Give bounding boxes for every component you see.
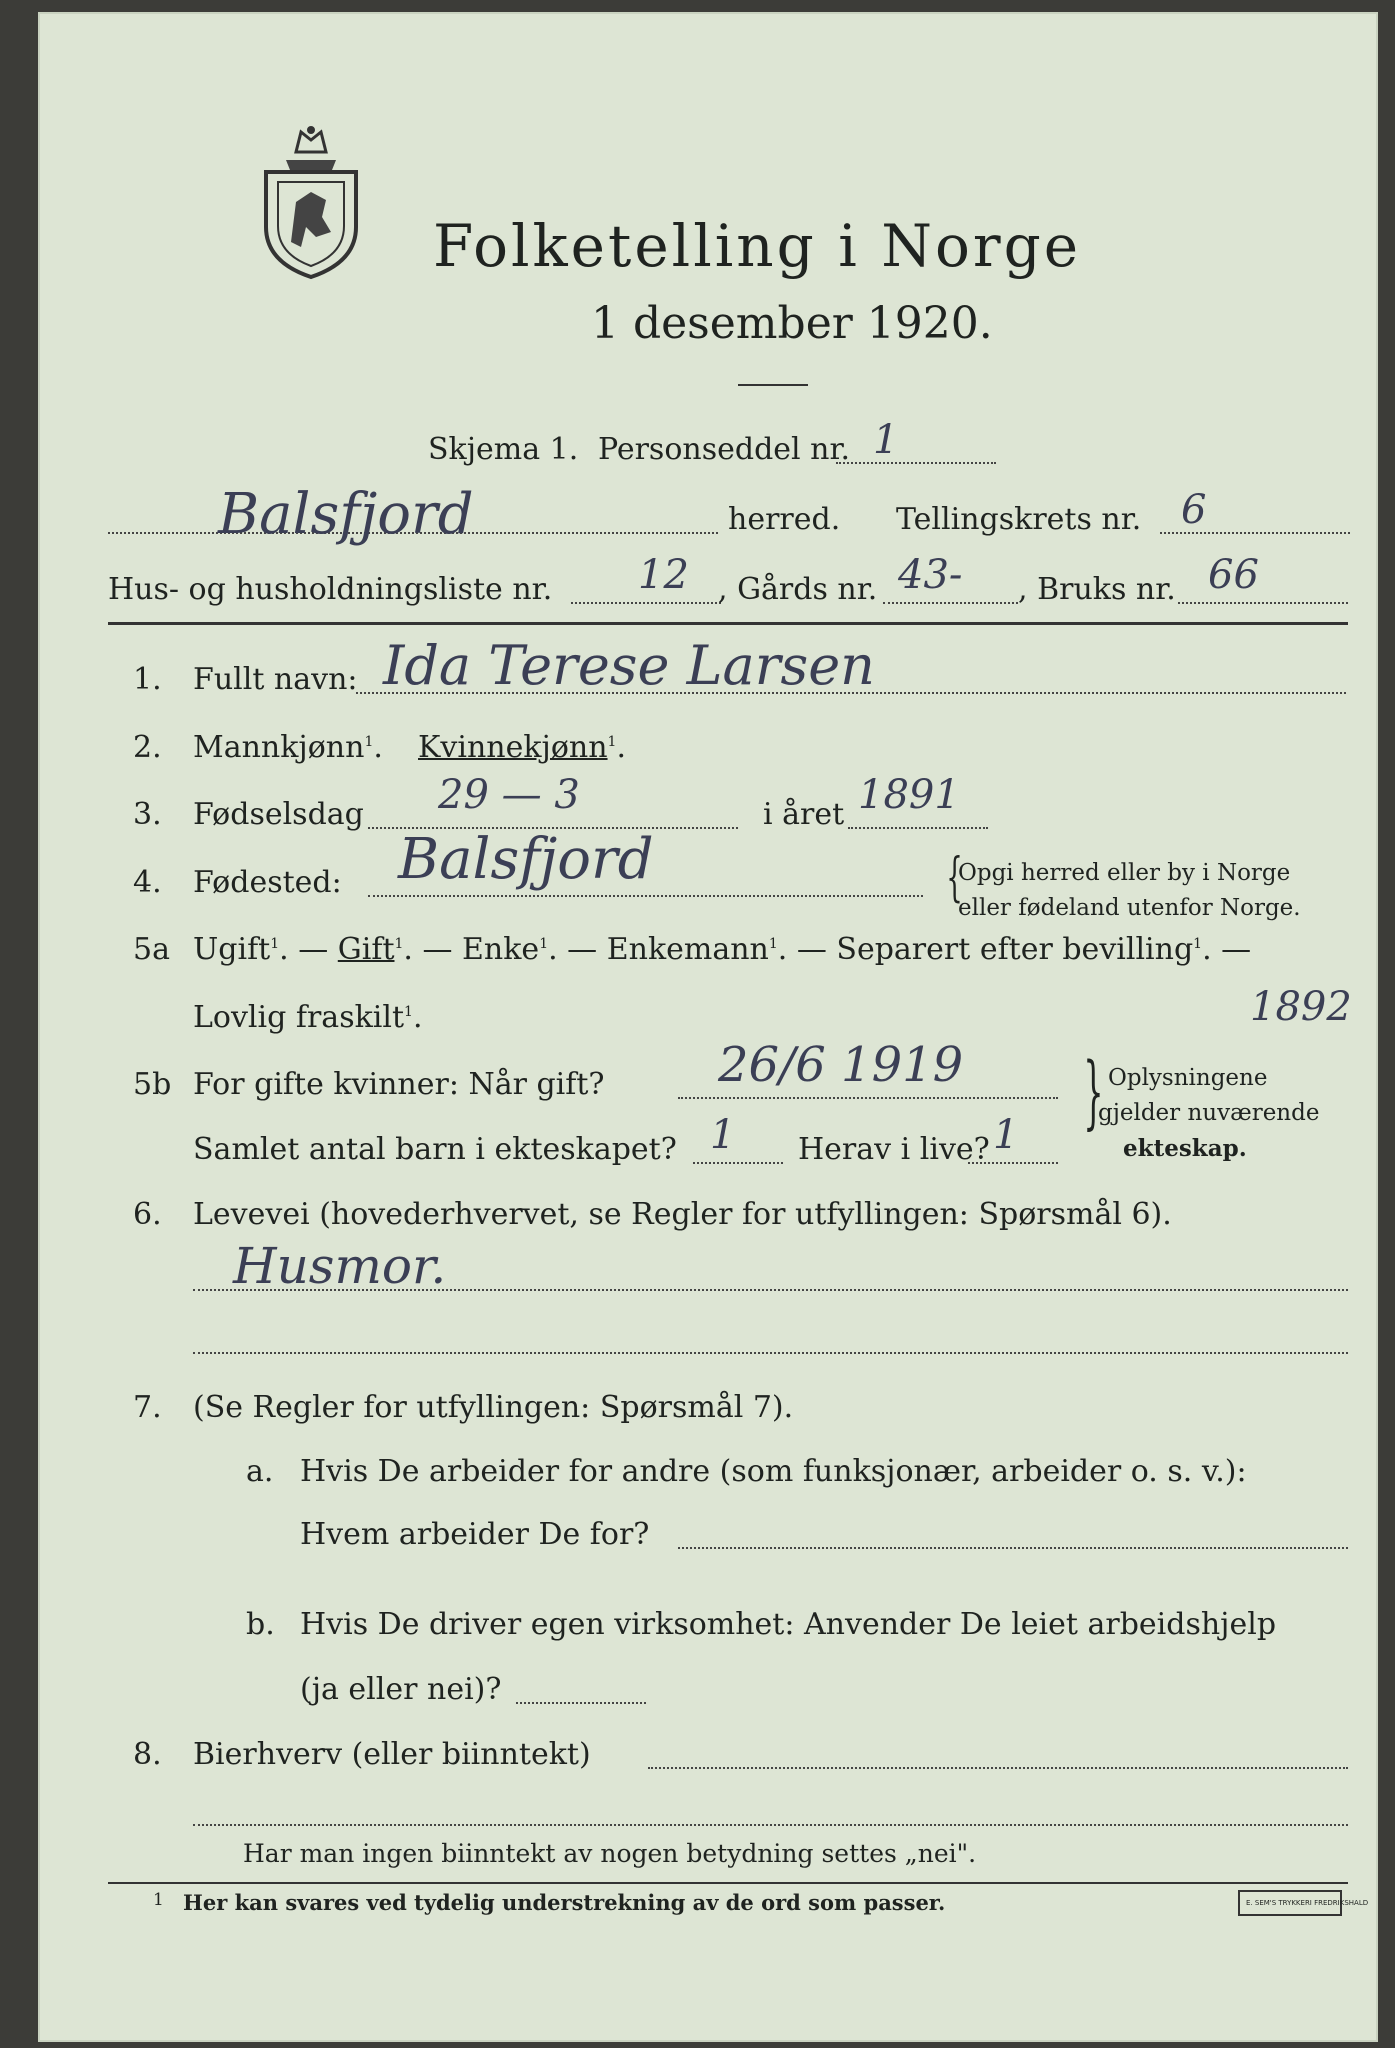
page-title: Folketelling i Norge bbox=[433, 212, 1082, 280]
q5b-note-1: Oplysningene bbox=[1108, 1065, 1268, 1091]
bruks-label: , Bruks nr. bbox=[1018, 572, 1176, 607]
q5b-label: For gifte kvinner: Når gift? bbox=[193, 1067, 605, 1102]
q7-label: (Se Regler for utfyllingen: Spørsmål 7). bbox=[193, 1390, 794, 1425]
q5b-number: 5b bbox=[133, 1067, 172, 1102]
gards-label: , Gårds nr. bbox=[718, 572, 878, 607]
footnote-mark: 1 bbox=[153, 1890, 164, 1910]
hus-value: 12 bbox=[638, 552, 689, 598]
q5b-barn-line bbox=[693, 1162, 783, 1164]
q4-note-1: Opgi herred eller by i Norge bbox=[958, 860, 1291, 886]
q2-option-female: Kvinnekjønn$^1$. bbox=[418, 730, 627, 765]
q8-number: 8. bbox=[133, 1737, 162, 1772]
gards-line bbox=[883, 602, 1018, 604]
q5a-number: 5a bbox=[133, 932, 170, 967]
q7a-label-1: Hvis De arbeider for andre (som funksjonær, arbeider o. s. v.): bbox=[300, 1454, 1247, 1489]
title-divider bbox=[738, 384, 808, 386]
q4-note-2: eller fødeland utenfor Norge. bbox=[958, 895, 1301, 921]
q4-label: Fødested: bbox=[193, 865, 342, 900]
q8-line-2 bbox=[193, 1824, 1348, 1826]
q5b-value: 26/6 1919 bbox=[718, 1037, 964, 1093]
q5b-line bbox=[678, 1097, 1058, 1099]
q4-number: 4. bbox=[133, 865, 162, 900]
q4-bracket: { bbox=[946, 848, 963, 908]
printer-stamp: E. SEM'S TRYKKERI FREDRIKSHALD bbox=[1238, 1890, 1342, 1916]
q3-number: 3. bbox=[133, 797, 162, 832]
q5b-barn-value: 1 bbox=[710, 1112, 736, 1158]
bruks-value: 66 bbox=[1208, 552, 1259, 598]
q6-label: Levevei (hovederhvervet, se Regler for utfyllingen: Spørsmål 6). bbox=[193, 1197, 1172, 1232]
q2-option-male: Mannkjønn$^1$. bbox=[193, 730, 383, 765]
q5b-live-value: 1 bbox=[993, 1112, 1019, 1158]
q5a-options: Ugift$^1$. — Gift$^1$. — Enke$^1$. — Enkemann$^1$. — Separert efter bevilling$^1$. — bbox=[193, 932, 1252, 967]
herred-value: Balsfjord bbox=[218, 482, 474, 547]
q5b-note-2: gjelder nuværende bbox=[1098, 1100, 1320, 1126]
herred-label: herred. bbox=[728, 502, 841, 537]
q5b-bracket: } bbox=[1083, 1045, 1104, 1138]
q7b-letter: b. bbox=[246, 1607, 275, 1642]
q3-year-value: 1891 bbox=[858, 772, 960, 818]
q6-value: Husmor. bbox=[233, 1237, 447, 1295]
q2-number: 2. bbox=[133, 730, 162, 765]
q1-value: Ida Terese Larsen bbox=[383, 634, 875, 697]
q7b-line bbox=[516, 1702, 646, 1704]
q6-number: 6. bbox=[133, 1197, 162, 1232]
q7b-label-2: (ja eller nei)? bbox=[300, 1672, 502, 1707]
footnote-divider bbox=[108, 1882, 1348, 1884]
q7b-label-1: Hvis De driver egen virksomhet: Anvender De leiet arbeidshjelp bbox=[300, 1607, 1277, 1642]
personseddel-label: Personseddel nr. bbox=[598, 432, 851, 467]
q5b-barn-label: Samlet antal barn i ekteskapet? bbox=[193, 1132, 677, 1167]
coat-of-arms-icon bbox=[256, 122, 366, 282]
q6-line-1 bbox=[193, 1289, 1348, 1291]
personseddel-value: 1 bbox=[873, 417, 899, 463]
census-date: 1 desember 1920. bbox=[591, 298, 993, 349]
tellingskrets-value: 6 bbox=[1181, 487, 1207, 533]
q1-number: 1. bbox=[133, 662, 162, 697]
q5b-note-3: ekteskap. bbox=[1123, 1135, 1247, 1162]
q7a-line bbox=[678, 1547, 1348, 1549]
census-form-page bbox=[38, 12, 1378, 2042]
q5a-fraskilt: Lovlig fraskilt$^1$. bbox=[193, 1000, 423, 1035]
personseddel-line bbox=[836, 462, 996, 464]
q3-year-label: i året bbox=[763, 797, 845, 832]
q8-note: Har man ingen biinntekt av nogen betydning settes „nei". bbox=[243, 1839, 977, 1868]
header-divider bbox=[108, 622, 1348, 625]
q3-value: 29 — 3 bbox=[438, 772, 580, 818]
gards-value: 43- bbox=[898, 552, 963, 598]
q8-label: Bierhverv (eller biinntekt) bbox=[193, 1737, 591, 1772]
tellingskrets-label: Tellingskrets nr. bbox=[896, 502, 1142, 537]
q5b-live-line bbox=[968, 1162, 1058, 1164]
q7-number: 7. bbox=[133, 1390, 162, 1425]
q3-label: Fødselsdag bbox=[193, 797, 364, 832]
q4-line bbox=[368, 895, 923, 897]
q5b-live-label: Herav i live? bbox=[798, 1132, 990, 1167]
hus-line bbox=[571, 602, 721, 604]
q3-year-line bbox=[848, 827, 988, 829]
bruks-line bbox=[1178, 602, 1348, 604]
footnote: Her kan svares ved tydelig understrekning av de ord som passer. bbox=[183, 1890, 946, 1915]
q5a-margin-value: 1892 bbox=[1250, 984, 1352, 1030]
q4-value: Balsfjord bbox=[398, 827, 654, 892]
q7a-label-2: Hvem arbeider De for? bbox=[300, 1517, 650, 1552]
q7a-letter: a. bbox=[246, 1454, 274, 1489]
q6-line-2 bbox=[193, 1352, 1348, 1354]
q8-line-1 bbox=[648, 1767, 1348, 1769]
hus-label: Hus- og husholdningsliste nr. bbox=[108, 572, 553, 607]
skjema-label: Skjema 1. bbox=[428, 432, 579, 467]
q1-label: Fullt navn: bbox=[193, 662, 358, 697]
